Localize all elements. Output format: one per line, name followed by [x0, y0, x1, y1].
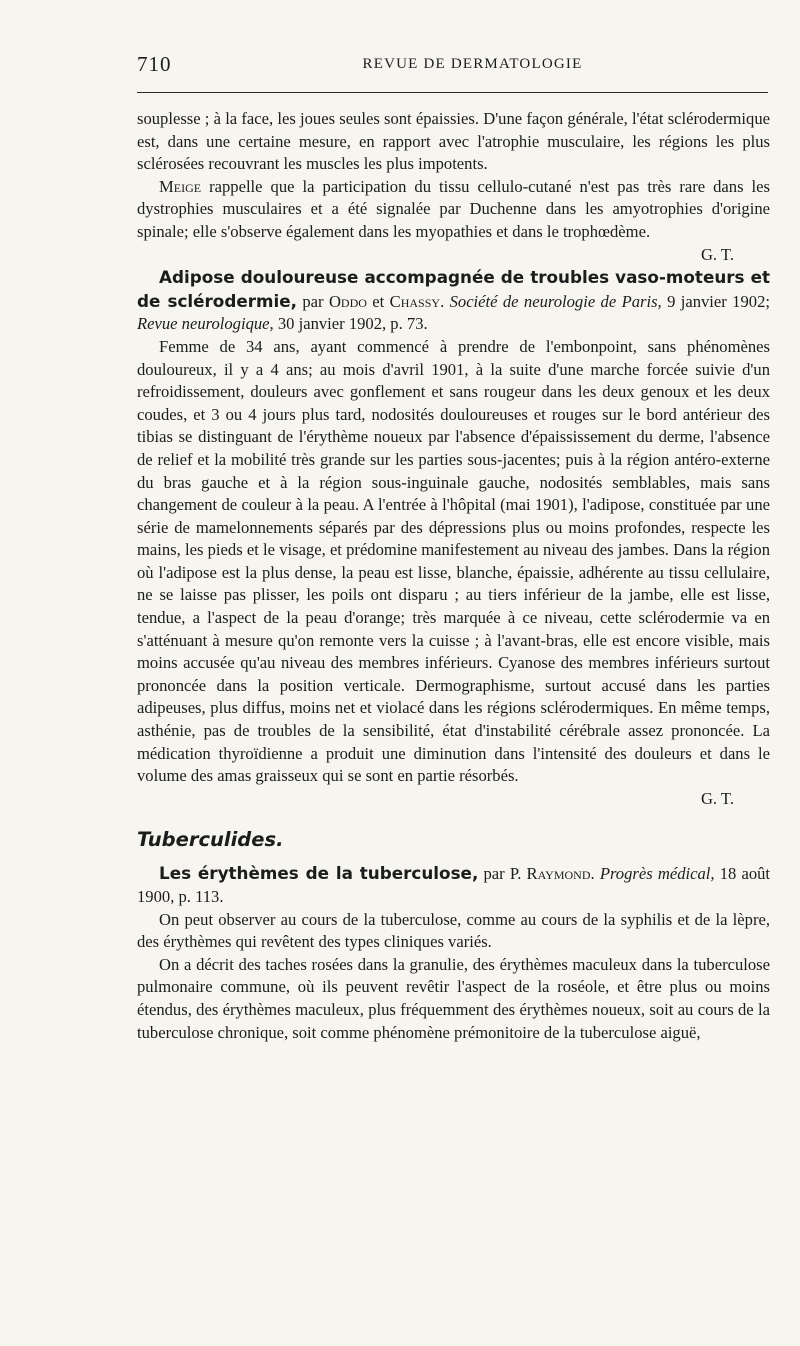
page-number: 710: [137, 52, 172, 76]
signature: G. T.: [700, 788, 734, 808]
journal-citation: Société de neurologie de Paris,: [449, 291, 662, 311]
author-meige: Meige: [159, 176, 202, 196]
signature-line: [137, 244, 770, 267]
paragraph: On a décrit des taches rosées dans la granulie, des érythèmes maculeux dans la tuberculose pulmonaire commune, où ils peuvent revêtir l'aspect de la roséole, et être plus ou moins étendus, des érythèmes maculeux, plus fréquemment des érythèmes noueux, soit au cours de la tuberculose chronique, soit comme phénomène prémonitoire de la tuberculose aiguë,: [137, 954, 770, 1042]
running-title: REVUE DE DERMATOLOGIE: [362, 56, 583, 72]
author-raymond: Raymond: [526, 864, 591, 884]
paragraph: On peut observer au cours de la tuberculose, comme au cours de la syphilis et de la lèpre, des érythèmes qui revêtent des types cliniques variés.: [137, 909, 770, 952]
running-head: [137, 52, 768, 76]
section-title: Tuberculides.: [137, 828, 284, 852]
author-chassy: Chassy: [389, 291, 441, 311]
signature: G. T.: [700, 244, 734, 264]
author-oddo: Oddo: [328, 291, 367, 311]
page-body: [137, 108, 770, 1044]
entry-title: Les érythèmes de la tuberculose,: [159, 863, 479, 884]
entry-heading-adipose: Adipose douloureuse accompagnée de troubles vaso-moteurs et de sclérodermie, par Oddo et Chassy. Société de neurologie de Paris, 9 janvier 1902; Revue neurologique, 30 janvier 1902, p. 73.: [137, 267, 770, 334]
entry-title: Adipose douloureuse accompagnée de troubles vaso-moteurs et de sclérodermie,: [137, 267, 770, 311]
entry-heading-erythemes: Les érythèmes de la tuberculose, par P. Raymond. Progrès médical, 18 août 1900, p. 113.: [137, 863, 771, 906]
signature-line: [137, 788, 770, 811]
paragraph-case-report: Femme de 34 ans, ayant commencé à prendre de l'embonpoint, sans phénomènes douloureux, il y a 4 ans; au mois d'avril 1901, à la suite d'une marche forcée suivie d'un refroidissement, douleurs avec gonflement et sans rougeur dans les deux genoux et les deux coudes, et 3 ou 4 jours plus tard, nodosités douloureuses et rouges sur le bord antérieur des tibias se distinguant de l'érythème noueux par l'absence d'épaississement du derme, l'absence de relief et la mobilité très grande sur les parties sous-jacentes; puis à la région antéro-externe du bras gauche et à la région sous-inguinale gauche, nodosités semblables, mais sans changement de couleur à la peau. A l'entrée à l'hôpital (mai 1901), l'adipose, constituée par une série de mamelonnements séparés par des dépressions plus ou moins profondes, respecte les mains, les pieds et le visage, et prédomine manifestement au niveau des jambes. Dans la région où l'adipose est la plus dense, la peau est lisse, blanche, épaissie, adhérente au tissu cellulaire, ne se laisse pas plisser, les poils ont disparu ; au tiers inférieur de la jambe, elle est lisse, tendue, a l'aspect de la peau d'orange; très marquée à ce niveau, cette sclérodermie va en s'atténuant à mesure qu'on remonte vers la cuisse ; à l'avant-bras, elle est encore visible, mais moins accusée qu'au niveau des membres inférieurs. Cyanose des membres inférieurs surtout prononcée dans la position verticale. Dermographisme, surtout accusé dans les parties adipeuses, plus diffus, moins net et violacé dans les régions sclérodermiques. En même temps, asthénie, pas de troubles de la sensibilité, état d'instabilité cérébrale assez prononcée. La médication thyroïdienne a produit une diminution dans l'intensité des douleurs et dans le volume des amas graisseux qui se sont en partie résorbés.: [137, 336, 770, 786]
header-rule: [137, 92, 768, 93]
paragraph-text: rappelle que la participation du tissu cellulo-cutané n'est pas très rare dans les dystrophies musculaires et a été signalée par Duchenne dans les amyotrophies d'origine spinale; elle s'observe également dans les myopathies et dans le trophœdème.: [137, 176, 770, 241]
paragraph-continuation: souplesse ; à la face, les joues seules sont épaissies. D'une façon générale, l'état sclérodermique est, dans une certaine mesure, en rapport avec l'atrophie musculaire, les régions les plus sclérosées recouvrant les muscles les plus impotents.: [137, 109, 770, 174]
journal-citation: Revue neurologique,: [137, 314, 274, 334]
journal-citation: Progrès médical,: [599, 864, 715, 884]
paragraph-meige: [137, 176, 770, 244]
